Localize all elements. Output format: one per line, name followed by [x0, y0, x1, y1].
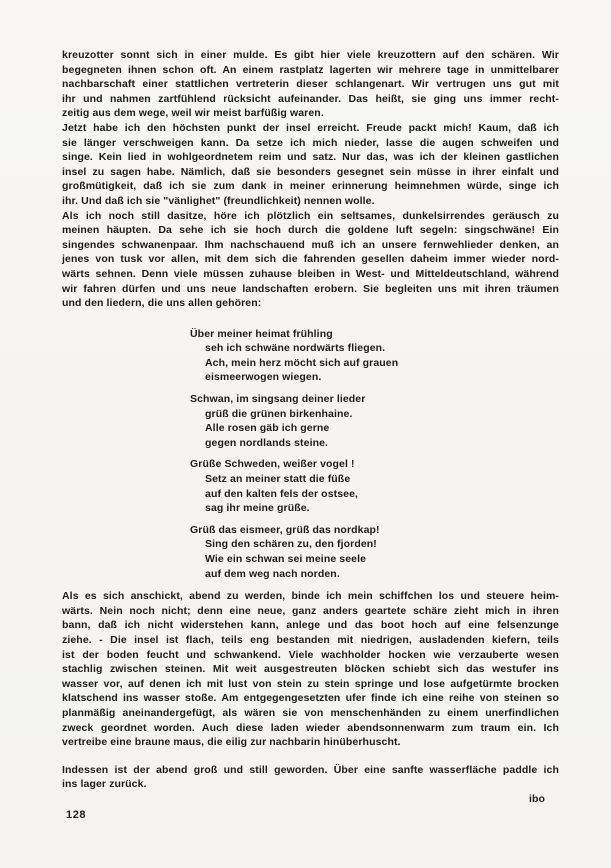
text-line: wir fahren dürfen und uns neue landschaften erobern. Sie begleiten uns mit ihren träumen [62, 282, 559, 295]
text-line: wärts sehnen. Denn viele müssen zuhause bleiben in West- und Mitteldeutschland, während [62, 267, 559, 280]
swan-poem [190, 327, 559, 582]
author-signature: ibo [528, 792, 545, 805]
text-line: meinen häupten. Da sehe ich sie hoch durch die goldene luft segeln: singschwäne! Ein [62, 224, 559, 237]
text-line: wärts. Nein noch nicht; denn eine neue, ganz anders geartete schäre zieht mich in ihren [62, 604, 559, 617]
poem-stanza-3 [190, 457, 559, 515]
text-line: insel zu sagen habe. Nämlich, daß sie besonders gesegnet sein müsse in ihrer einfalt und [62, 165, 559, 178]
text-line: seh ich schwäne nordwärts fliegen. [205, 342, 386, 355]
text-line: jenes von tusk vor allen, mit dem sich die fahrenden gesellen daheim immer wieder nord- [62, 253, 559, 266]
text-line: ist der boden feucht und schwankend. Viele wachholder hocken wie verzauberte wesen [62, 648, 559, 661]
text-line: Ach, mein herz möcht sich auf grauen [205, 356, 399, 369]
text-line: großmütigkeit, daß ich sie zum dank in meiner erinnerung heimnehmen würde, singe ich [62, 180, 559, 193]
text-line: gegen nordlands steine. [205, 436, 329, 449]
text-line: ihr und nahmen zartfühlend rücksicht aufeinander. Das heißt, sie ging uns immer recht- [62, 92, 559, 105]
text-line: bann, daß ich nicht widerstehen kann, anlege und das boot hoch auf eine felsenzunge [62, 619, 559, 632]
paragraph-hoechster-punkt [62, 121, 559, 209]
text-line: ziehe. - Die insel ist flach, teils eng bestanden mit niedrigen, ausladenden kiefern, teils [62, 633, 559, 646]
text-line: stachlig zwischen steinen. Mit weit ausgestreuten blöcken schiebt sich das westufer ins [62, 663, 559, 676]
poem-stanza-4 [190, 523, 559, 581]
text-line: singe. Kein lied in wohlgeordnetem reim und satz. Nur das, was ich der kleinen gastlichen [62, 151, 559, 164]
poem-stanza-1 [190, 327, 559, 385]
text-line: singendes schwanenpaar. Ihm nachschauend muß ich an unsere fernwehlieder denken, an [62, 238, 559, 251]
text-line: sie länger verschweigen kann. Da setze ich mich nieder, lasse die augen schweifen und [62, 136, 559, 149]
paragraph-indessen [62, 763, 559, 792]
text-line: Grüß das eismeer, grüß das nordkap! [190, 523, 380, 536]
text-line: planmäßig aneinandergefügt, als wären sie von menschenhänden zu einem unerfindlichen [62, 706, 559, 719]
text-line: Indessen ist der abend groß und still geworden. Über eine sanfte wasserfläche paddle ich [62, 763, 559, 776]
text-line: Über meiner heimat frühling [190, 327, 333, 340]
text-line: vertreibe eine braune maus, die eilig zur nachbarin hinüberhuscht. [62, 736, 401, 749]
text-line: Als es sich anschickt, abend zu werden, binde ich mein schiffchen los und steuere heim- [62, 590, 559, 603]
text-line: und den liedern, die uns allen gehören: [62, 297, 262, 310]
text-line: Als ich noch still dasitze, höre ich plötzlich ein seltsames, dunkelsirrendes geräusch zu [62, 209, 559, 222]
text-line: Grüße Schweden, weißer vogel ! [190, 458, 355, 471]
paragraph-singschwaene [62, 209, 559, 311]
paragraph-kreuzotter [62, 48, 559, 121]
text-line: sag ihr meine grüße. [205, 502, 310, 515]
text-line: ihr. Und daß ich sie "vänlighet" (freundlichkeit) nennen wolle. [62, 194, 375, 207]
text-line: ins lager zurück. [62, 778, 147, 791]
text-line: zweck geordnet worden. Auch diese laden wieder abendsonnenwarm zum traum ein. Ich [62, 721, 559, 734]
text-line: wasser vor, auf denen ich mit lust von stein zu stein springe und lose aufgetürmte brocken [62, 677, 559, 690]
text-line: auf dem weg nach norden. [205, 567, 340, 580]
paragraph-abend-schaere [62, 589, 559, 750]
text-line: grüß die grünen birkenhaine. [205, 407, 353, 420]
text-line: kreuzotter sonnt sich in einer mulde. Es gibt hier viele kreuzottern auf den schären. Wir [62, 49, 559, 61]
text-line: begegneten ihnen schon oft. An einem rastplatz lagerten wir mehrere tage in unmittelbarer [62, 63, 559, 76]
text-line: eismeerwogen wiegen. [205, 371, 322, 384]
poem-stanza-2 [190, 392, 559, 450]
text-column [62, 48, 559, 807]
text-line: Jetzt habe ich den höchsten punkt der insel erreicht. Freude packt mich! Kaum, daß ich [62, 121, 559, 134]
page-number: 128 [66, 809, 87, 821]
text-line: nachbarschaft einer stattlichen vertreterin dieser schlangenart. Wir vertrugen uns gut mit [62, 78, 559, 91]
text-line: Alle rosen gäb ich gerne [205, 422, 330, 435]
text-line: Sing den schären zu, den fjorden! [205, 538, 377, 551]
text-line: Setz an meiner statt die füße [205, 473, 351, 486]
text-line: zeitig aus dem wege, weil wir meist barfüßig waren. [62, 107, 324, 120]
text-line: Schwan, im singsang deiner lieder [190, 393, 366, 406]
text-line: klatschend ins wasser stoße. Am entgegengesetzten ufer finde ich eine reihe von steinen so [62, 692, 559, 705]
text-line: auf den kalten fels der ostsee, [205, 487, 359, 500]
text-line: Wie ein schwan sei meine seele [205, 553, 367, 565]
